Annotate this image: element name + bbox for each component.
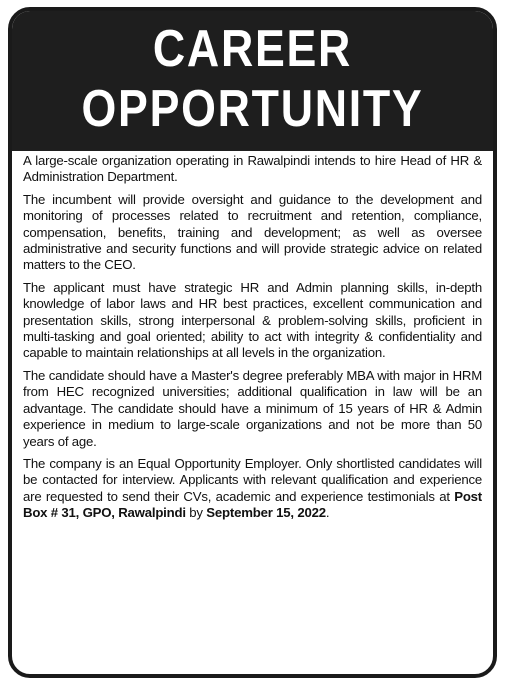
ad-title-line-1: CAREER — [152, 20, 353, 78]
ad-header-banner — [12, 11, 493, 151]
postal-address: Post Box # 31, GPO, Rawalpindi — [23, 488, 482, 521]
skills-paragraph: The applicant must have strategic HR and Admin planning skills, in-depth knowledge of labor laws and HR best practices, excellent communication and presentation skills, strong interpersonal & problem-solving skills, proficient in multi-tasking and goal oriented; ability to act with integrity & confidentiality and capable to maintain relationships at all levels in the organization. — [23, 279, 482, 361]
ad-body-text — [23, 153, 482, 528]
ad-title-line-2: OPPORTUNITY — [81, 80, 424, 138]
responsibilities-paragraph: The incumbent will provide oversight and guidance to the development and monitoring of processes related to recruitment and retention, compliance, compensation, benefits, training and development; as well as oversee administrative and security functions and will provide strategic advice on related matters to the CEO. — [23, 191, 482, 273]
qualification-paragraph: The candidate should have a Master's degree preferably MBA with major in HRM from HEC recognized universities; additional qualification in law will be an advantage. The candidate should have a minimum of 15 years of HR & Admin experience in medium to large-scale organizations and not be more than 50 years of age. — [23, 367, 482, 449]
advertisement-frame — [8, 7, 497, 678]
application-text: The company is an Equal Opportunity Employer. Only shortlisted candidates will be contacted for interview. Applicants with relevant qualification and experience are requested to send their CVs, academic and experience testimonials at — [23, 455, 482, 504]
intro-paragraph: A large-scale organization operating in Rawalpindi intends to hire Head of HR & Administration Department. — [23, 153, 482, 185]
deadline-connector: by — [185, 505, 207, 521]
application-paragraph — [23, 456, 482, 522]
deadline-date: September 15, 2022 — [206, 505, 326, 521]
closing-period: . — [325, 505, 330, 521]
